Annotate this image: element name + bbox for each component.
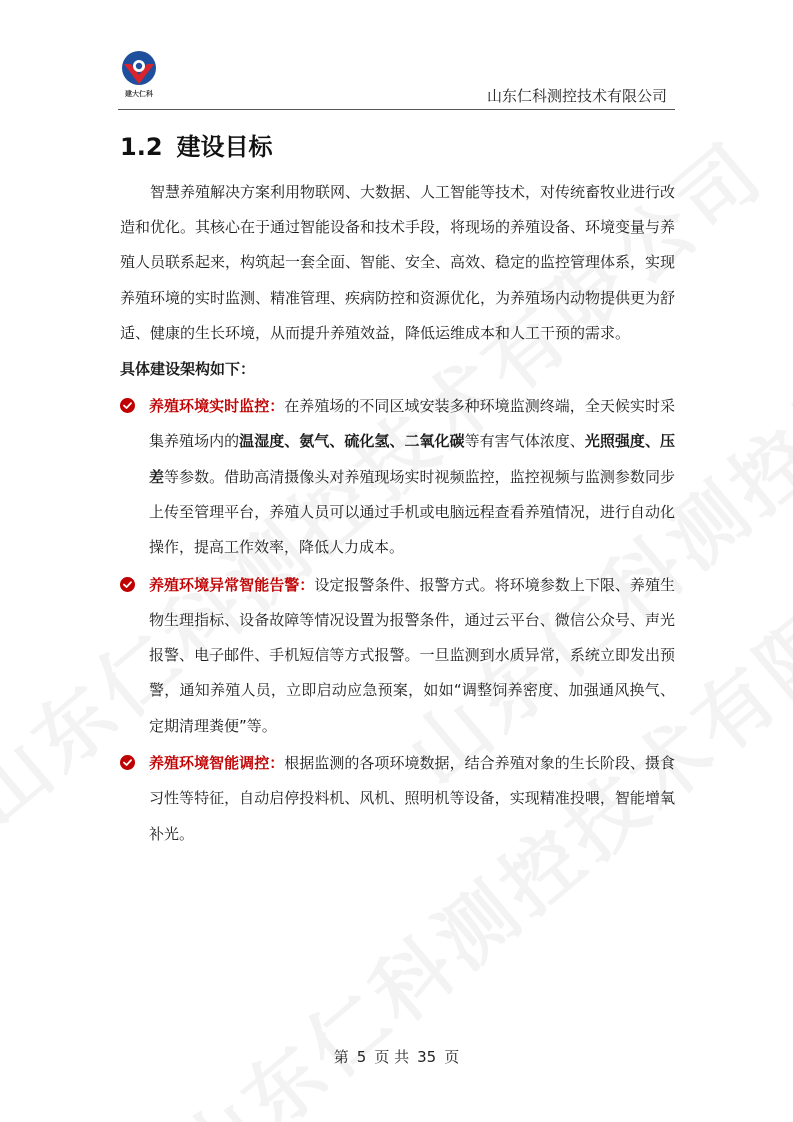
item-label: 养殖环境异常智能告警： (149, 575, 315, 594)
body-content (120, 175, 675, 854)
footer-mid: 页 共 (374, 1048, 410, 1066)
item-label: 养殖环境实时监控： (149, 397, 285, 416)
list-item (120, 389, 675, 565)
item-text: 等参数。借助高清摄像头对养殖现场实时视频监控，监控视频与监测参数同步上传至管理平台，养殖人员可以通过手机或电脑远程查看养殖情况，进行自动化操作，提高工作效率，降低人力成本。 (149, 467, 675, 557)
check-circle-icon (120, 398, 135, 413)
item-text: 设定报警条件、报警方式。将环境参数上下限、养殖生物生理指标、设备故障等情况设置为报警条件，通过云平台、微信公众号、声光报警、电子邮件、手机短信等方式报警。一旦监测到水质异常，系统立即发出预警，通知养殖人员，立即启动应急预案，如如“调整饲养密度、加强通风换气、定期清理粪便”等。 (149, 575, 675, 735)
check-circle-icon (120, 577, 135, 592)
list-item (120, 746, 675, 852)
section-heading (120, 127, 273, 162)
subtitle: 具体建设架构如下： (120, 360, 256, 379)
section-title: 建设目标 (176, 133, 273, 161)
item-text: 根据监测的各项环境数据，结合养殖对象的生长阶段、摄食习性等特征，自动启停投料机、风机、照明机等设备，实现精准投喂，智能增氧补光。 (149, 753, 675, 843)
item-text: 等有害气体浓度、 (464, 432, 585, 451)
item-label: 养殖环境智能调控： (149, 753, 285, 772)
page-number: 5 (356, 1048, 367, 1066)
section-number: 1.2 (120, 133, 163, 161)
list-item (120, 568, 675, 744)
footer-prefix: 第 (333, 1048, 349, 1066)
item-text: 在养殖场的不同区域安装多种环境监测终端，全天候实时采集养殖场内的 (149, 397, 675, 451)
item-bold: 温湿度、氨气、硫化氢、二氧化碳 (239, 432, 465, 451)
intro-paragraph: 智慧养殖解决方案利用物联网、大数据、人工智能等技术，对传统畜牧业进行改造和优化。其核心在于通过智能设备和技术手段，将现场的养殖设备、环境变量与养殖人员联系起来，构筑起一套全面、智能、安全、高效、稳定的监控管理体系，实现养殖环境的实时监测、精准管理、疾病防控和资源优化，为养殖场内动物提供更为舒适、健康的生长环境，从而提升养殖效益，降低运维成本和人工干预的需求。 (120, 183, 676, 342)
check-circle-icon (120, 755, 135, 770)
page-footer (0, 1046, 793, 1067)
footer-suffix: 页 (444, 1048, 460, 1066)
logo-text: 建大仁科 (125, 90, 153, 98)
company-name: 山东仁科测控技术有限公司 (486, 87, 667, 105)
item-bold: 光照强度、压差 (149, 432, 675, 486)
header-divider (118, 109, 675, 110)
total-pages: 35 (417, 1048, 437, 1066)
